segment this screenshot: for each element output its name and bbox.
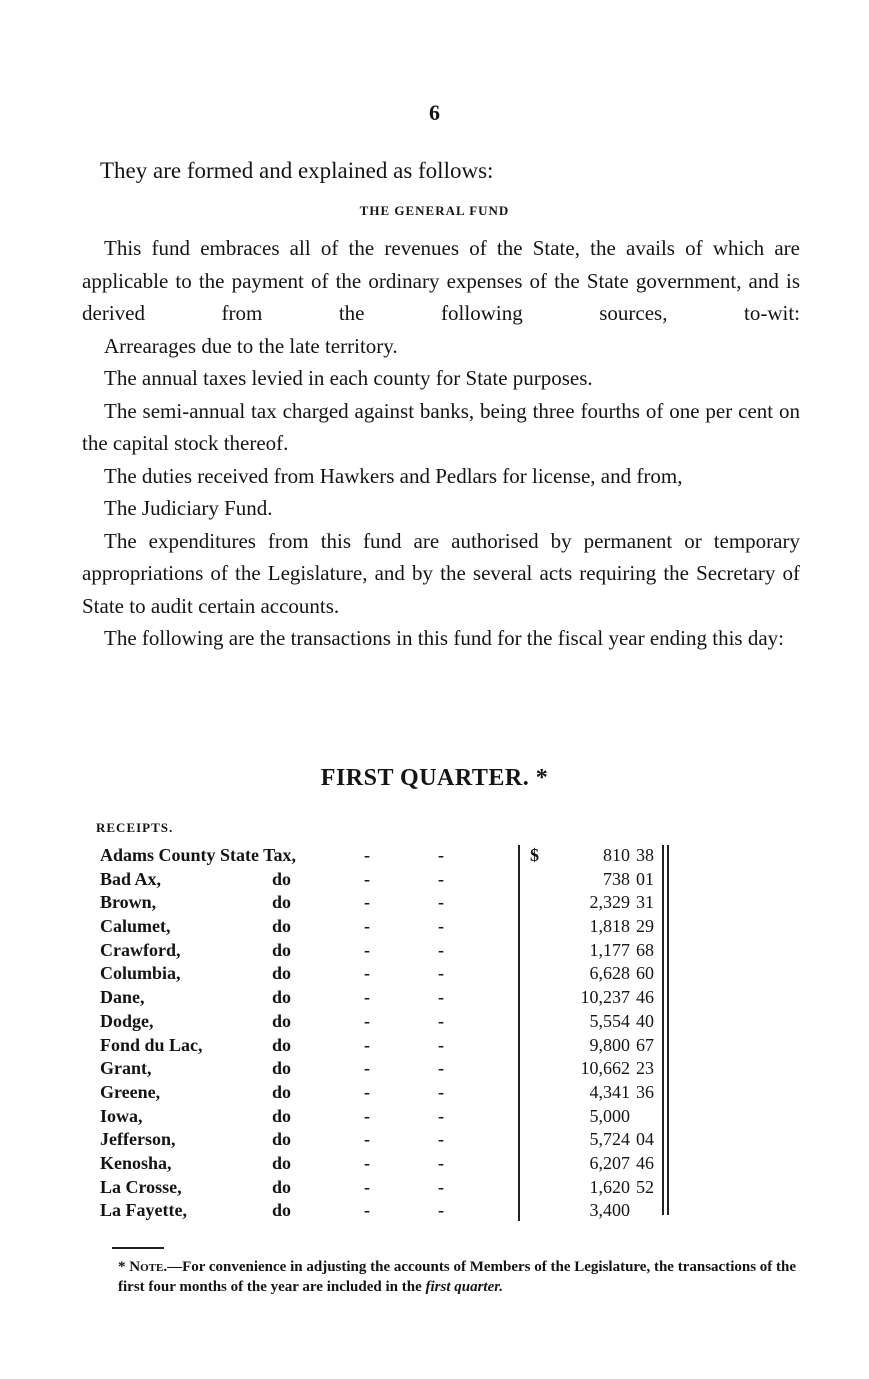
dash-leader: - [438,892,444,913]
receipts-label: RECEIPTS. [96,820,174,835]
table-row [0,1033,869,1057]
dash-leader: - [438,1129,444,1150]
county-name: La Crosse, [100,1176,182,1197]
amount-cents: 46 [636,1152,654,1173]
dash-leader: - [364,845,370,865]
dash-leader: - [364,1129,370,1150]
dash-leader: - [364,1105,370,1126]
footnote-rule [112,1247,164,1249]
ledger-rule-right-2 [667,845,669,1215]
table-row [0,867,869,891]
table-row [0,1080,869,1104]
body-text [82,232,800,655]
table-row [0,1127,869,1151]
ledger-rule-right-1 [662,845,664,1215]
ditto-mark: do [272,1010,292,1031]
table-row [0,914,869,938]
county-name: Grant, [100,1058,152,1079]
ditto-mark: do [272,1105,292,1126]
footnote [118,1257,818,1297]
amount-dollars: 738 [603,868,630,889]
paragraph-revenues: This fund embraces all of the revenues of the State, the avails of which are applicable to the payment of the ordinary expenses of the State government, and is derived from the following sources, to-wit: [82,236,800,325]
amount-dollars: 9,800 [589,1034,630,1055]
dash-leader: - [438,963,444,984]
dash-leader: - [438,845,444,865]
county-name: Crawford, [100,939,181,960]
table-row [0,1198,869,1222]
ditto-mark: do [272,1200,292,1221]
paragraph-annual-taxes: The annual taxes levied in each county for State purposes. [104,366,593,390]
receipts-ledger [0,843,869,1222]
amount-dollars: 6,628 [589,963,630,984]
amount-cents: 31 [636,892,654,913]
dollar-sign: $ [530,845,539,865]
intro-line: They are formed and explained as follows: [100,158,494,183]
table-row [0,1175,869,1199]
dash-leader: - [364,1010,370,1031]
dash-leader: - [438,1105,444,1126]
paragraph-hawkers: The duties received from Hawkers and Pedlars for license, and from, [104,463,683,488]
dash-leader: - [438,1200,444,1221]
amount-dollars: 5,554 [589,1010,630,1031]
dash-leader: - [364,963,370,984]
amount-cents: 23 [636,1058,654,1079]
footnote-label: Note. [129,1259,168,1275]
amount-dollars: 2,329 [589,892,630,913]
amount-dollars: 4,341 [589,1081,630,1102]
dash-leader: - [364,1152,370,1173]
amount-dollars: 1,620 [589,1176,630,1197]
dash-leader: - [438,1010,444,1031]
paragraph-judiciary: The Judiciary Fund. [104,496,273,520]
amount-cents: 60 [636,963,654,984]
ditto-mark: do [272,1129,292,1150]
paragraph-expenditures: The expenditures from this fund are authorised by permanent or temporary appropriations of the Legislature, and by the several acts requiring the Secretary of State to audit certain accounts. [82,528,800,618]
footnote-text: —For convenience in adjusting the accounts of Members of the Legislature, the transactions of the first four months of the year are included in the [118,1259,797,1295]
amount-dollars: 1,177 [589,939,630,960]
county-name: La Fayette, [100,1200,187,1221]
ditto-mark: do [272,1034,292,1055]
amount-dollars: 5,724 [589,1129,630,1150]
table-row [0,1151,869,1175]
ditto-mark: do [272,963,292,984]
amount-cents: 04 [636,1129,654,1150]
dash-leader: - [438,916,444,937]
table-row [0,961,869,985]
dash-leader: - [438,1081,444,1102]
county-name: Bad Ax, [100,868,162,889]
ditto-mark: do [272,1081,292,1102]
dash-leader: - [364,1200,370,1221]
table-row [0,1104,869,1128]
table-row [0,938,869,962]
dash-leader: - [364,1058,370,1079]
amount-cents: 46 [636,987,654,1008]
dash-leader: - [438,987,444,1008]
county-name: Calumet, [100,916,171,937]
ditto-mark: do [272,868,292,889]
amount-dollars: 3,400 [589,1200,630,1221]
ditto-mark: do [272,1176,292,1197]
ditto-mark: do [272,1058,292,1079]
amount-cents: 38 [636,845,654,865]
dash-leader: - [438,1152,444,1173]
amount-cents: 01 [636,868,654,889]
amount-cents: 29 [636,916,654,937]
ditto-mark: do [272,916,292,937]
amount-cents: 36 [636,1081,654,1102]
amount-dollars: 810 [603,845,630,865]
dash-leader: - [364,1034,370,1055]
county-name: Brown, [100,892,157,913]
dash-leader: - [364,987,370,1008]
county-name: Adams County State Tax, [100,845,297,865]
table-row [0,1009,869,1033]
dash-leader: - [438,939,444,960]
footnote-emphasis: first quarter. [425,1279,504,1295]
amount-dollars: 1,818 [589,916,630,937]
county-name: Dane, [100,987,145,1008]
dash-leader: - [438,1034,444,1055]
county-name: Fond du Lac, [100,1034,203,1055]
dash-leader: - [364,1081,370,1102]
ditto-mark: do [272,1152,292,1173]
dash-leader: - [364,868,370,889]
section-heading: THE GENERAL FUND [359,203,510,218]
amount-cents: 67 [636,1034,654,1055]
table-row [0,890,869,914]
amount-dollars: 10,662 [580,1058,630,1079]
amount-dollars: 5,000 [589,1105,630,1126]
paragraph-bank-tax: The semi-annual tax charged against banks, being three fourths of one per cent on the capital stock thereof. [82,398,800,455]
county-name: Jefferson, [100,1129,176,1150]
amount-cents: 52 [636,1176,654,1197]
table-row [0,1056,869,1080]
dash-leader: - [364,892,370,913]
paragraph-arrearages: Arrearages due to the late territory. [104,333,398,358]
county-name: Dodge, [100,1010,154,1031]
dash-leader: - [364,939,370,960]
dash-leader: - [438,1176,444,1197]
ditto-mark: do [272,939,292,960]
county-name: Greene, [100,1081,161,1102]
amount-cents: 68 [636,939,654,960]
quarter-title: FIRST QUARTER. * [320,765,549,791]
amount-dollars: 6,207 [589,1152,630,1173]
ledger-rule-left [518,845,520,1221]
table-row [0,843,869,867]
dash-leader: - [364,916,370,937]
county-name: Kenosha, [100,1152,172,1173]
paragraph-transactions: The following are the transactions in this fund for the fiscal year ending this day: [104,626,784,650]
table-row [0,985,869,1009]
dash-leader: - [438,1058,444,1079]
county-name: Columbia, [100,963,181,984]
amount-cents: 40 [636,1010,654,1031]
ditto-mark: do [272,892,292,913]
page-number: 6 [429,100,440,125]
footnote-mark: * [118,1259,126,1275]
dash-leader: - [364,1176,370,1197]
ditto-mark: do [272,987,292,1008]
amount-dollars: 10,237 [580,987,630,1008]
county-name: Iowa, [100,1105,143,1126]
dash-leader: - [438,868,444,889]
